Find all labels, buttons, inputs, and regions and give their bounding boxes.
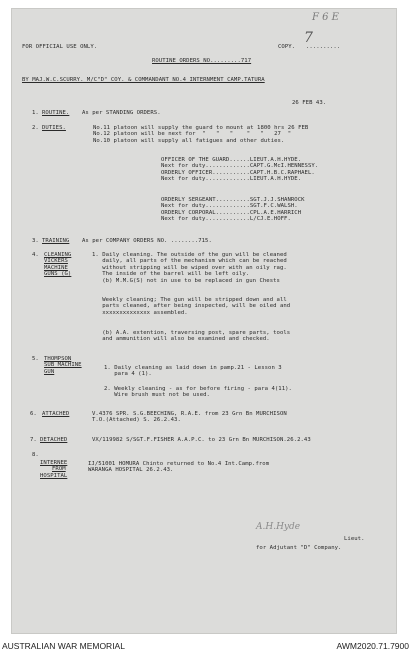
cleaning-para-weekly [92, 297, 290, 316]
para-line: parts cleaned, after being inspected, will be oiled and [92, 303, 291, 310]
title-line: HOSPITAL [40, 472, 68, 479]
title-line: THOMPSON [44, 356, 72, 362]
para-line: WARANGA HOSPITAL 26.2.43. [88, 467, 174, 474]
roster-line: ORDERLY CORPORAL..........CPL.A.E.HARRICH [161, 209, 302, 216]
para-line: Weekly cleaning; The gun will be stripped down and all [92, 297, 287, 303]
para-line: 1. Daily cleaning as laid down in pamp.21 - Lesson 3 [104, 365, 282, 371]
title-line: VICKERS [44, 258, 68, 265]
para-line: and ammunition will also be examined and checked. [92, 336, 270, 343]
title-line: GUN [44, 368, 55, 375]
item-number: 7. [30, 437, 37, 443]
item-title-detached: DETACHED [40, 437, 68, 443]
title-line: GUNS (G) [44, 271, 72, 278]
document-title: ROUTINE ORDERS NO.........717 [152, 58, 252, 64]
para-line: (b) M.M.G(S) not in use to be replaced in gun Chests [92, 277, 280, 284]
title-line: MACHINE [44, 264, 68, 271]
item-title-duties: DUTIES. [42, 125, 66, 131]
copy-label: COPY. [278, 44, 296, 50]
item-number: 2. [32, 125, 39, 131]
roster-line: Next for duty.............SGT.F.C.WALSH. [161, 203, 298, 210]
item-title-internee [40, 460, 67, 479]
item-title-attached: ATTACHED [42, 411, 70, 417]
para-line: The inside of the barrel will be left oily. [92, 271, 250, 278]
item-title-cleaning [44, 252, 71, 278]
archive-footer [0, 639, 412, 653]
copy-dots: .......... [306, 44, 341, 50]
item-number: 3. [32, 238, 39, 244]
roster-line: ORDERLY OFFICER...........CAPT.H.B.C.RAPHAEL. [161, 169, 315, 176]
duties-text [93, 125, 308, 144]
para-line: T.O.(Attached) S. 26.2.43. [92, 417, 181, 424]
detached-text: VX/119982 S/SGT.F.FISHER A.A.P.C. to 23 Grn Bn MURCHISON.26.2.43 [92, 437, 311, 443]
duties-line: No.11 platoon will supply the guard to mount at 1800 hrs 26 FEB [93, 125, 309, 131]
roster-line: Next for duty.............CAPT.G.McI.HENNESSY. [161, 163, 319, 170]
para-line: 2. Weekly cleaning - as for before firing - para 4(11). [104, 386, 292, 392]
handwritten-annotation: F 6 E [312, 12, 339, 23]
document-sheet [11, 8, 397, 634]
title-line: CLEANING [44, 252, 72, 258]
item-title-thompson [44, 356, 82, 375]
para-line: daily, all parts of the mechanism which can be reached [92, 258, 287, 265]
item-number: 4. [32, 252, 39, 258]
para-line: without stripping will be wiped over with an oily rag. [92, 264, 287, 271]
para-line: para 4 (1). [104, 371, 152, 378]
attached-text [92, 411, 287, 424]
item-text-training: As per COMPANY ORDERS NO. ........715. [82, 238, 212, 244]
item-number: 5. [32, 356, 39, 362]
internee-text [88, 461, 269, 474]
nco-roster [161, 197, 305, 223]
copy-number-handwritten: 7 [304, 30, 313, 46]
para-line: IJ/51001 HOMURA Chinto returned to No.4 Int.Camp.from [88, 461, 270, 467]
signature: A.H.Hyde [256, 522, 301, 532]
cleaning-para-extension [92, 330, 290, 343]
classification-label: FOR OFFICIAL USE ONLY. [22, 44, 98, 50]
archive-name: AUSTRALIAN WAR MEMORIAL [2, 641, 125, 651]
para-line: xxxxxxxxxxxxxx assembled. [92, 309, 188, 316]
roster-line: OFFICER OF THE GUARD......LIEUT.A.H.HYDE. [161, 157, 302, 163]
signature-rank: Lieut. [344, 536, 365, 542]
roster-line: Next for duty.............L/CJ.E.HOFF. [161, 216, 291, 223]
duties-line: No.10 platoon will supply all fatigues and other duties. [93, 137, 285, 144]
para-line: (b) A.A. extention, traversing post, spare parts, tools [92, 330, 291, 336]
title-line: INTERNEE [40, 460, 68, 466]
item-title-routine: ROUTINE. [42, 110, 70, 116]
roster-line: ORDERLY SERGEANT..........SGT.J.J.SHANROCK [161, 197, 305, 203]
item-number: 1. [32, 110, 39, 116]
officer-roster [161, 157, 318, 183]
para-line: Wire brush must not be used. [104, 392, 210, 399]
para-line: V.4376 SPR. S.G.BEECHING, R.A.E. from 23 Grn Bn MURCHISON [92, 411, 287, 417]
cleaning-para-daily [92, 252, 287, 284]
para-line: 1. Daily cleaning. The outside of the gun will be cleaned [92, 252, 287, 258]
item-title-training: TRAINING [42, 238, 70, 244]
title-line: FROM [52, 466, 66, 473]
thompson-para-weekly [104, 386, 292, 399]
duties-line: No.12 platoon will be next for " " " " " 27 " [93, 131, 292, 138]
item-text-routine: As per STANDING ORDERS. [82, 110, 161, 116]
thompson-para-daily [104, 365, 282, 378]
item-number: 8. [32, 452, 39, 458]
archive-reference: AWM2020.71.7900 [336, 641, 409, 651]
signature-for-line: for Adjutant "D" Company. [256, 545, 342, 551]
roster-line: Next for duty.............LIEUT.A.H.HYDE. [161, 176, 302, 183]
title-line: SUB MACHINE [44, 362, 82, 369]
item-number: 6. [30, 411, 37, 417]
issued-by-line: BY MAJ.W.C.SCURRY. M/C"D" COY. & COMMANDANT NO.4 INTERNMENT CAMP.TATURA [22, 77, 265, 83]
document-date: 26 FEB 43. [292, 100, 327, 106]
